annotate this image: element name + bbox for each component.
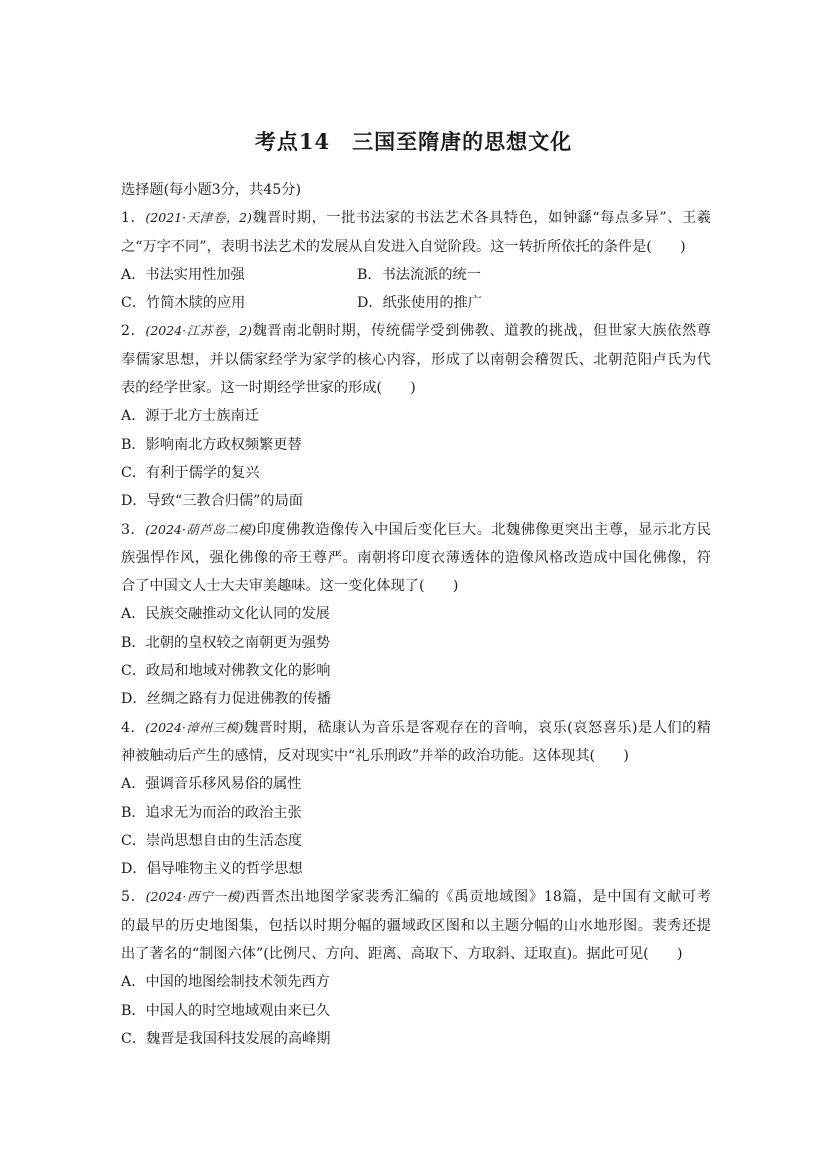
option-row (121, 261, 711, 289)
option-a: A．中国的地图绘制技术领先西方 (121, 974, 330, 991)
option-c: C．竹简木牍的应用 (121, 295, 246, 312)
question-text: 魏晋时期，嵇康认为音乐是客观存在的音响，哀乐(哀怒喜乐)是人们的精 (243, 719, 711, 736)
question-text: 的最早的历史地图集，包括以时期分幅的疆域政区图和以主题分幅的山水地形图。裴秀还提 (121, 917, 711, 934)
question-text: 神被触动后产生的感情，反对现实中“礼乐刑政”并举的政治功能。这体现其( ) (121, 747, 629, 764)
option-c: C．崇尚思想自由的生活态度 (121, 832, 303, 849)
question-5-line-1 (121, 883, 711, 911)
question-text: 西晋杰出地图学家裴秀汇编的《禹贡地域图》18篇，是中国有文献可考 (244, 889, 711, 906)
question-text: 印度佛教造像传入中国后变化巨大。北魏佛像更突出主尊，显示北方民 (256, 521, 711, 538)
option-c: C．魏晋是我国科技发展的高峰期 (121, 1030, 331, 1047)
option-b: B．追求无为而治的政治主张 (121, 804, 302, 821)
option-b: B．书法流派的统一 (357, 266, 481, 283)
question-number: 4． (121, 719, 146, 736)
option-d: D．纸张使用的推广 (357, 295, 482, 312)
question-source: (2024·葫芦岛二模) (145, 521, 257, 537)
option-b: B．北朝的皇权较之南朝更为强势 (121, 634, 331, 651)
option-a: A．民族交融推动文化认同的发展 (121, 606, 330, 623)
option-b: B．影响南北方政权频繁更替 (121, 436, 302, 453)
question-1-line-1 (121, 204, 711, 232)
option-row (121, 289, 711, 317)
question-text: 之“万字不同”，表明书法艺术的发展从自发进入自觉阶段。这一转折所依托的条件是( ) (121, 238, 686, 255)
question-text: 表的经学世家。这一时期经学世家的形成( ) (121, 380, 416, 397)
question-text: 奉儒家思想，并以儒家经学为家学的核心内容，形成了以南朝会稽贺氏、北朝范阳卢氏为代 (121, 351, 711, 368)
question-source: (2024·漳州三模) (145, 719, 244, 735)
question-number: 1． (121, 210, 146, 227)
option-b: B．中国人的时空地域观由来已久 (121, 1002, 331, 1019)
question-text: 魏晋南北朝时期，传统儒学受到佛教、道教的挑战，但世家大族依然尊 (252, 323, 711, 340)
question-text: 族强悍作风，强化佛像的帝王尊严。南朝将印度衣薄透体的造像风格改造成中国化佛像，符 (121, 549, 711, 566)
question-2-line-1 (121, 317, 711, 345)
option-d: D．丝绸之路有力促进佛教的传播 (121, 691, 332, 708)
question-list (121, 176, 711, 1053)
section-header: 选择题(每小题3分，共45分) (121, 182, 302, 198)
question-number: 5． (121, 889, 146, 906)
option-a: A．强调音乐移风易俗的属性 (121, 776, 302, 793)
option-c: C．有利于儒学的复兴 (121, 464, 260, 481)
option-a: A．源于北方士族南迁 (121, 408, 259, 425)
page-title: 考点14 三国至隋唐的思想文化 (254, 129, 573, 154)
question-text: 魏晋时期，一批书法家的书法艺术各具特色，如钟繇“每点多异”、王羲 (251, 210, 711, 227)
question-source: (2024·西宁一模) (145, 889, 245, 905)
option-d: D．导致“三教合归儒”的局面 (121, 493, 303, 510)
option-d: D．倡导唯物主义的哲学思想 (121, 861, 303, 878)
question-number: 2． (121, 323, 146, 340)
question-4-line-1 (121, 714, 711, 742)
question-text: 出了著名的“制图六体”(比例尺、方向、距离、高取下、方取斜、迂取直)。据此可见( ) (121, 946, 683, 963)
question-number: 3． (121, 521, 146, 538)
option-a: A．书法实用性加强 (121, 266, 245, 283)
question-source: (2021·天津卷，2) (145, 210, 252, 226)
question-3-line-1 (121, 516, 711, 544)
question-source: (2024·江苏卷，2) (145, 323, 253, 339)
option-c: C．政局和地域对佛教文化的影响 (121, 663, 331, 680)
question-text: 合了中国文人士大夫审美趣味。这一变化体现了( ) (121, 578, 459, 595)
